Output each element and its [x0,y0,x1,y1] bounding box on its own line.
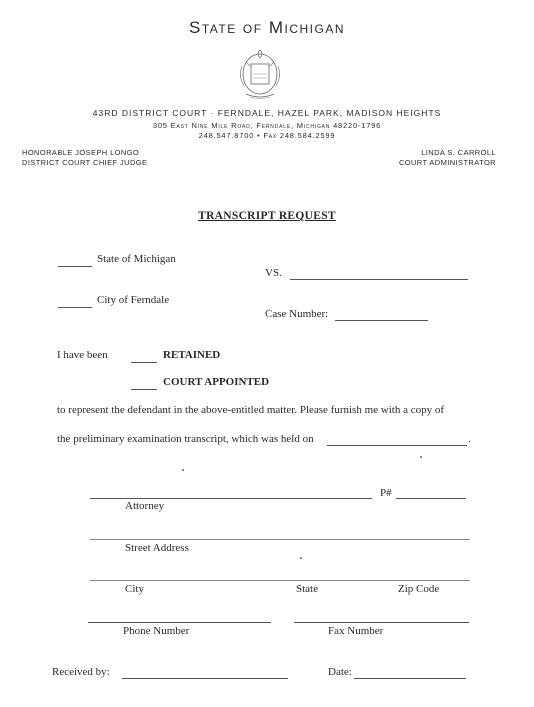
request-paragraph-line2: the preliminary examination transcript, which was held on [57,433,314,445]
p-number-field[interactable] [396,498,466,499]
vs-party-field[interactable] [290,279,468,280]
received-by-field[interactable] [122,678,288,679]
date-field[interactable] [354,678,466,679]
administrator-block [399,148,496,168]
city-label: City [125,583,144,595]
administrator-name: LINDA S. CARROLL [421,148,496,157]
case-number-label: Case Number: [265,308,329,320]
party2-label: City of Ferndale [97,294,170,306]
p-number-label: P# [380,487,392,499]
fax-number-field[interactable] [294,622,469,623]
court-appointed-label: COURT APPOINTED [163,376,270,388]
received-by-label: Received by: [52,666,110,678]
court-address: 305 East Nine Mile Road, Ferndale, Michigan 48220-1796 [152,121,382,130]
judge-block [22,148,147,168]
vs-label: VS. [265,267,282,279]
i-have-been-label: I have been [57,349,108,361]
retained-label: RETAINED [163,349,221,361]
zip-code-label: Zip Code [398,583,440,595]
judge-title: DISTRICT COURT CHIEF JUDGE [22,158,148,167]
retained-check-blank[interactable] [131,362,157,363]
period-mark: . [468,433,471,445]
city-state-zip-field[interactable] [90,580,470,581]
fax-number-label: Fax Number [328,625,384,637]
street-address-label: Street Address [125,542,189,554]
state-title: State of Michigan [188,18,345,37]
date-label: Date: [328,666,352,678]
michigan-seal-icon [232,44,288,104]
phone-number-label: Phone Number [123,625,190,637]
party2-check-blank[interactable] [58,307,92,308]
case-number-field[interactable] [335,320,428,321]
court-name: 43RD DISTRICT COURT · FERNDALE, HAZEL PARK, MADISON HEIGHTS [92,108,442,118]
form-title: TRANSCRIPT REQUEST [198,210,336,222]
judge-name: HONORABLE JOSEPH LONGO [22,148,140,157]
administrator-title: COURT ADMINISTRATOR [398,158,496,167]
phone-number-field[interactable] [88,622,271,623]
request-paragraph-line1: to represent the defendant in the above-entitled matter. Please furnish me with a copy of [57,404,445,416]
attorney-field[interactable] [90,498,372,499]
attorney-label: Attorney [125,500,165,512]
court-appointed-check-blank[interactable] [131,389,157,390]
party1-check-blank[interactable] [58,266,92,267]
party1-label: State of Michigan [97,253,176,265]
street-address-field[interactable] [90,539,470,540]
exam-date-field[interactable] [327,445,467,446]
state-label: State [296,583,318,595]
court-phones: 248.547.8700 • Fax 248.584.2599 [198,131,336,140]
